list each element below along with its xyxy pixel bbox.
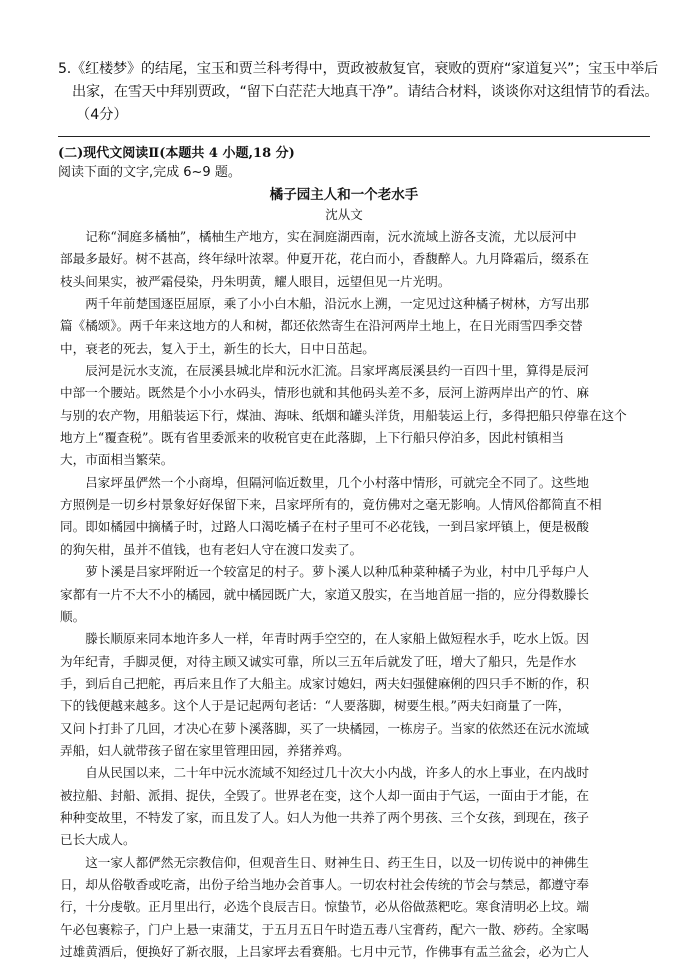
- article-line: 滕长顺原来同本地许多人一样，年青时两手空空的，在人家船上做短程水手，吃水上饭。因: [60, 631, 589, 647]
- article-line: 弄船，妇人就带孩子留在家里管理田园，养猪养鸡。: [60, 742, 350, 758]
- article-line: 自从民国以来，二十年中沅水流域不知经过几十次大小内战，许多人的水上事业，在内战时: [60, 765, 589, 781]
- article-line: 中，衰老的死去，复入于土，新生的长大，日中日茁起。: [60, 340, 375, 356]
- reading-instruction: 阅读下面的文字,完成 6~9 题。: [58, 165, 241, 180]
- article-line: 记称“洞庭多橘柚”，橘柚生产地方，实在洞庭湖西南，沅水流域上游各支流，尤以辰河中: [60, 229, 577, 244]
- article-line: 午必包裹粽子，门户上悬一束蒲艾，于五月五日午时造五毒八宝膏药，配六一散、痧药。全家喝: [60, 921, 589, 937]
- question-5-line-1: 5.《红楼梦》的结尾，宝玉和贾兰科考得中，贾政被赦复官，衰败的贾府“家道复兴”；宝玉中举后: [58, 61, 658, 77]
- question-5-points: （4分）: [76, 107, 128, 123]
- article-line: 日，却从俗敬香或吃斋，出份子给当地办会首事人。一切农村社会传统的节会与禁忌，都遵守奉: [60, 876, 589, 892]
- article-line: 过雄黄酒后，便换好了新衣服，上吕家坪去看赛船。七月中元节，作佛事有盂兰盆会，必为亡人: [60, 944, 589, 959]
- article-body: [60, 226, 650, 963]
- article-line: 又问卜打卦了几回，才决心在萝卜溪落脚，买了一块橘园，一栋房子。当家的依然还在沅水流域: [60, 720, 589, 736]
- article-line: 大，市面相当繁荣。: [60, 452, 174, 468]
- article-author: 沈从文: [325, 207, 363, 222]
- question-5-line-2: 出家，在雪天中拜别贾政，“留下白茫茫大地真干净”。请结合材料，谈谈你对这组情节的看法。: [72, 84, 659, 100]
- article-line: 行，十分虔敬。正月里出行，必选个良辰吉日。惊蛰节，必从俗做蒸粑吃。寒食清明必上坟。端: [60, 899, 589, 915]
- article-line: 枝头间果实，被严霜侵染，丹朱明黄，耀人眼目，远望但见一片光明。: [60, 273, 451, 289]
- article-line: 同。即如橘园中摘橘子时，过路人口渴吃橘子在村子里可不必花钱，一到吕家坪镇上，便是极酸: [60, 519, 589, 535]
- article-line: 萝卜溪是吕家坪附近一个较富足的村子。萝卜溪人以种瓜种菜种橘子为业，村中几乎每户人: [60, 564, 589, 580]
- section-header: (二)现代文阅读Ⅱ(本题共 4 小题,18 分): [58, 146, 295, 161]
- article-line: 辰河是沅水支流，在辰溪县城北岸和沅水汇流。吕家坪离辰溪县约一百四十里，算得是辰河: [60, 363, 589, 379]
- article-line: 两千年前楚国逐臣屈原，乘了小小白木船，沿沅水上溯，一定见过这种橘子树林，方写出那: [60, 296, 589, 312]
- article-line: 地方上“覆查税”。既有省里委派来的收税官吏在此落脚，上下行船只停泊多，因此村镇相当: [60, 430, 565, 446]
- article-line: 的狗矢柑，虽并不值钱，也有老妇人守在渡口发卖了。: [60, 541, 363, 557]
- article-title: 橘子园主人和一个老水手: [269, 187, 419, 203]
- article-line: 手，到后自己把舵，再后来且作了大船主。成家讨媳妇，两夫妇强健麻俐的四只手不断的作，积: [60, 675, 589, 691]
- article-line: 与别的农产物，用船装运下行，煤油、海味、纸烟和罐头洋货，用船装运上行，多得把船只停靠在这个: [60, 407, 627, 423]
- article-line: 家都有一片不大不小的橘园，就中橘园既广大，家道又殷实，在当地首屈一指的，应分得数滕长: [60, 586, 589, 602]
- article-line: 为年纪青，手脚灵便，对待主顾又诚实可靠，所以三五年后就发了旺，增大了船只，先是作水: [60, 653, 577, 669]
- article-line: 吕家坪虽俨然一个小商埠，但隔河临近数里，几个小村落中情形，可就完全不同了。这些地: [60, 474, 589, 490]
- article-line: 顺。: [60, 608, 86, 624]
- article-line: 篇《橘颂》。两千年来这地方的人和树，都还依然寄生在沿河两岸土地上，在日光雨雪四季交替: [60, 318, 583, 334]
- article-line: 中部一个腰站。既然是个小小水码头，情形也就和其他码头差不多，辰河上游两岸出产的竹、麻: [60, 385, 589, 401]
- article-line: 被拉船、封船、派捐、捉伕，全毁了。世界老在变，这个人却一面由于气运，一面由于才能，在: [60, 787, 589, 803]
- article-line: 下的钱便越来越多。这个人于是记起两句老话：“人要落脚，树要生根。”两夫妇商量了一阵，: [60, 698, 571, 714]
- question-5: [58, 58, 658, 127]
- article-line: 这一家人都俨然无宗教信仰，但观音生日、财神生日、药王生日，以及一切传说中的神佛生: [60, 854, 589, 870]
- section-divider: [58, 136, 650, 137]
- article-line: 已长大成人。: [60, 832, 136, 848]
- article-line: 部最多最好。树不甚高，终年绿叶浓翠。仲夏开花，花白而小，香馥醉人。九月降霜后，缀系在: [60, 251, 589, 267]
- article-line: 方照例是一切乡村景象好好保留下来，吕家坪所有的，竟仿佛对之毫无影响。人情风俗都简直不相: [60, 497, 602, 513]
- article-line: 种种变故里，不特发了家，而且发了人。妇人为他一共养了两个男孩、三个女孩，到现在，孩子: [60, 809, 589, 825]
